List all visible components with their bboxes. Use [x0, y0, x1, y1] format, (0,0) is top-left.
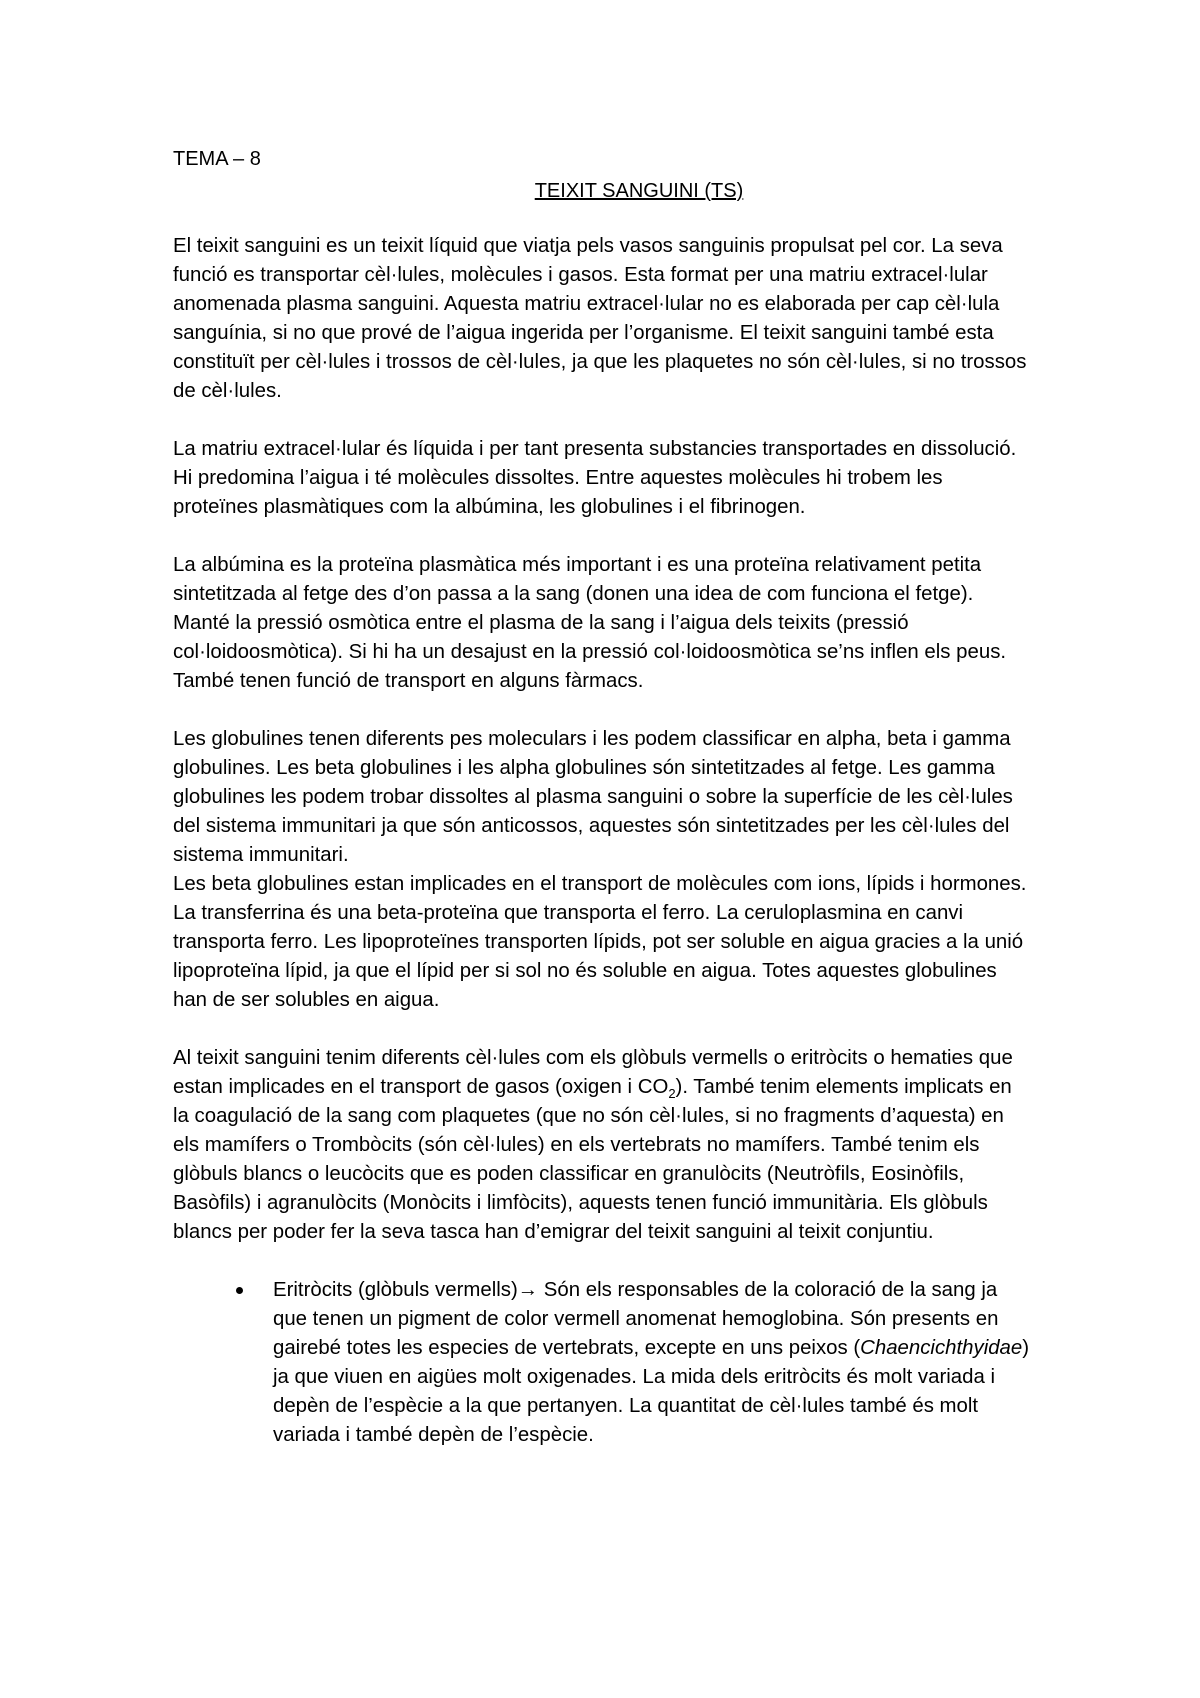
bullet-icon: [236, 1287, 243, 1294]
blood-cells-text-start: Al teixit sanguini tenim diferents cèl·lules com els glòbuls vermells o eritròcits o hematies que estan implicades en el transport de gasos (oxigen i CO: [173, 1047, 1013, 1098]
document-title: [0, 176, 1200, 206]
co2-subscript: 2: [668, 1086, 676, 1102]
paragraph-albumin: La albúmina es la proteïna plasmàtica més important i es una proteïna relativament petita sintetitzada al fetge des d’on passa a la sang (donen una idea de com funciona el fetge). Manté la pressió osmòtica entre el plasma de la sang i l’aigua dels teixits (pressió col·loidoosmòtica). Si hi ha un desajust en la pressió col·loidoosmòtica se’ns inflen els peus. També tenen funció de transport en alguns fàrmacs.: [173, 554, 1007, 692]
paragraph-beta-globulins: Les beta globulines estan implicades en el transport de molècules com ions, lípids i hormones. La transferrina és una beta-proteïna que transporta el ferro. La ceruloplasmina en canvi transporta ferro. Les lipoproteïnes transporten lípids, pot ser soluble en aigua gracies a la unió lipoproteïna lípid, ja que el lípid per si sol no és soluble en aigua. Totes aquestes globulines han de ser solubles en aigua.: [173, 873, 1027, 1011]
list-item-erythrocytes: [173, 1276, 1033, 1450]
erythrocytes-text-start: Són els responsables de la coloració de la sang ja que tenen un pigment de color vermell anomenat hemoglobina. Són presents en gairebé totes les especies de vertebrats, excepte en uns peixos (: [273, 1279, 999, 1359]
paragraph-blood-cells: [173, 1044, 1033, 1247]
paragraph-matrix: La matriu extracel·lular és líquida i per tant presenta substancies transportades en dissolució. Hi predomina l’aigua i té molècules dissoltes. Entre aquestes molècules hi trobem les proteïnes plasmàtiques com la albúmina, les globulines i el fibrinogen.: [173, 438, 1017, 518]
topic-heading: TEMA – 8: [173, 148, 261, 170]
paragraph-globulins: Les globulines tenen diferents pes moleculars i les podem classificar en alpha, beta i gamma globulines. Les beta globulines i les alpha globulines són sintetitzades al fetge. Les gamma globulines les podem trobar dissoltes al plasma sanguini o sobre la superfície de les cèl·lules del sistema immunitari ja que són anticossos, aquestes són sintetitzades per les cèl·lules del sistema immunitari.: [173, 728, 1013, 866]
document-title-text: TEIXIT SANGUINI (TS): [534, 180, 744, 202]
bullet-list: [173, 1276, 1033, 1450]
erythrocytes-text-end: ) ja que viuen en aigües molt oxigenades. La mida dels eritròcits és molt variada i depèn de l’espècie a la que pertanyen. La quantitat de cèl·lules també és molt variada i també depèn de l’espècie.: [273, 1337, 1030, 1446]
document-body: [173, 232, 1033, 1450]
species-name-italic: Chaencichthyidae: [860, 1337, 1023, 1359]
blood-cells-text-end: ). També tenim elements implicats en la coagulació de la sang com plaquetes (que no són cèl·lules, si no fragments d’aquesta) en els mamífers o Trombòcits (són cèl·lules) en els vertebrats no mamífers. També tenim els glòbuls blancs o leucòcits que es poden classificar en granulòcits (Neutròfils, Eosinòfils, Basòfils) i agranulòcits (Monòcits i limfòcits), aquests tenen funció immunitària. Els glòbuls blancs per poder fer la seva tasca han d’emigrar del teixit sanguini al teixit conjuntiu.: [173, 1076, 1012, 1243]
erythrocytes-lead: Eritròcits (glòbuls vermells): [273, 1279, 518, 1301]
paragraph-intro: El teixit sanguini es un teixit líquid que viatja pels vasos sanguinis propulsat pel cor. La seva funció es transportar cèl·lules, molècules i gasos. Esta format per una matriu extracel·lular anomenada plasma sanguini. Aquesta matriu extracel·lular no es elaborada per cap cèl·lula sanguínia, si no que prové de l’aigua ingerida per l’organisme. El teixit sanguini també esta constituït per cèl·lules i trossos de cèl·lules, ja que les plaquetes no són cèl·lules, si no trossos de cèl·lules.: [173, 235, 1027, 402]
right-arrow-icon: →: [517, 1279, 539, 1301]
